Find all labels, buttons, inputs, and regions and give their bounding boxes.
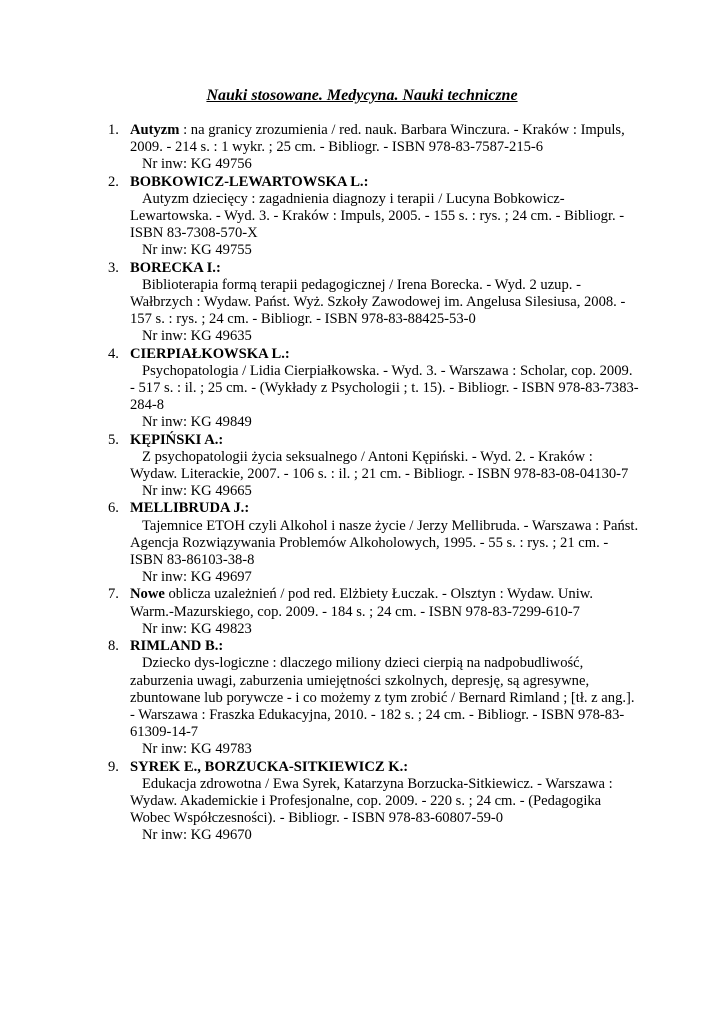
entry-author: RIMLAND B.:	[130, 638, 224, 655]
entry-author: BOBKOWICZ-LEWARTOWSKA L.:	[130, 173, 369, 190]
list-item	[108, 346, 640, 432]
entry-description: : na granicy zrozumienia / red. nauk. Barbara Winczura. - Kraków : Impuls, 2009. - 214 s. : 1 wykr. ; 25 cm. - Bibliogr. - ISBN 978-83-7587-215-6	[130, 122, 625, 156]
entry-lead-word: Autyzm	[130, 122, 180, 138]
entry-description: Edukacja zdrowotna / Ewa Syrek, Katarzyna Borzucka-Sitkiewicz. - Warszawa : Wydaw. Akademickie i Profesjonalne, cop. 2009. - 220 s. ; 24 cm. - (Pedagogika Wobec Współczesności). - Bibliogr. - ISBN 978-83-60807-59-0	[130, 775, 613, 827]
entry-number: 7.	[108, 586, 119, 603]
entry-number: 9.	[108, 758, 119, 775]
entry-number: 1.	[108, 122, 119, 138]
page-title: Nauki stosowane. Medycyna. Nauki techniczne	[206, 87, 518, 104]
bibliography-list	[108, 122, 640, 845]
list-item	[108, 174, 640, 260]
entry-author: KĘPIŃSKI A.:	[130, 431, 224, 448]
entry-description: Dziecko dys-logiczne : dlaczego miliony dzieci cierpią na nadpobudliwość, zaburzenia uwagi, zaburzenia umiejętności szkolnych, depresję, są agresywne, zbuntowane lub porywcze - i co możemy z tym zrobić / Bernard Rimland ; [tł. z ang.]. - Warszawa : Fraszka Edukacyjna, 2010. - 182 s. ; 24 cm. - Bibliogr. - ISBN 978-83-61309-14-7	[130, 655, 635, 741]
entry-number: 6.	[108, 500, 119, 517]
entry-number: 5.	[108, 431, 119, 448]
entry-author: CIERPIAŁKOWSKA L.:	[130, 345, 290, 362]
entry-lead-word: Nowe	[130, 586, 165, 603]
list-item	[108, 500, 640, 586]
list-item	[108, 586, 640, 638]
entry-inventory-number: Nr inw: KG 49670	[142, 827, 252, 844]
entry-author: SYREK E., BORZUCKA-SITKIEWICZ K.:	[130, 758, 409, 775]
entry-inventory-number: Nr inw: KG 49756	[142, 156, 252, 173]
entry-description: Z psychopatologii życia seksualnego / Antoni Kępiński. - Wyd. 2. - Kraków : Wydaw. Literackie, 2007. - 106 s. : il. ; 21 cm. - Bibliogr. - ISBN 978-83-08-04130-7	[130, 448, 629, 483]
entry-description: Autyzm dziecięcy : zagadnienia diagnozy i terapii / Lucyna Bobkowicz-Lewartowska. - Wyd. 3. - Kraków : Impuls, 2005. - 155 s. : rys. ; 24 cm. - Bibliogr. - ISBN 83-7308-570-X	[130, 190, 625, 242]
entry-inventory-number: Nr inw: KG 49755	[142, 242, 252, 259]
entry-inventory-number: Nr inw: KG 49665	[142, 483, 252, 500]
entry-inventory-number: Nr inw: KG 49783	[142, 741, 252, 758]
entry-inventory-number: Nr inw: KG 49697	[142, 569, 252, 586]
entry-number: 3.	[108, 259, 119, 276]
entry-description: Biblioterapia formą terapii pedagogicznej / Irena Borecka. - Wyd. 2 uzup. - Wałbrzych : Wydaw. Państ. Wyż. Szkoły Zawodowej im. Angelusa Silesiusa, 2008. - 157 s. : rys. ; 24 cm. - Bibliogr. - ISBN 978-83-88425-53-0	[130, 276, 626, 328]
entry-number: 2.	[108, 173, 119, 190]
entry-inventory-number: Nr inw: KG 49635	[142, 328, 252, 345]
entry-description: oblicza uzależnień / pod red. Elżbiety Łuczak. - Olsztyn : Wydaw. Uniw. Warm.-Mazurskiego, cop. 2009. - 184 s. ; 24 cm. - ISBN 978-83-7299-610-7	[130, 586, 593, 620]
list-item	[108, 122, 640, 174]
entry-inventory-number: Nr inw: KG 49823	[142, 620, 252, 637]
entry-author: MELLIBRUDA J.:	[130, 500, 250, 517]
list-item	[108, 260, 640, 346]
list-item	[108, 759, 640, 845]
list-item	[108, 432, 640, 501]
entry-inventory-number: Nr inw: KG 49849	[142, 414, 252, 431]
entry-author: BORECKA I.:	[130, 259, 221, 276]
entry-number: 8.	[108, 638, 119, 655]
entry-description: Psychopatologia / Lidia Cierpiałkowska. - Wyd. 3. - Warszawa : Scholar, cop. 2009. - 517 s. : il. ; 25 cm. - (Wykłady z Psychologii ; t. 15). - Bibliogr. - ISBN 978-83-7383-284-8	[130, 362, 639, 414]
list-item	[108, 638, 640, 758]
entry-description: Tajemnice ETOH czyli Alkohol i nasze życie / Jerzy Mellibruda. - Warszawa : Państ. Agencja Rozwiązywania Problemów Alkoholowych, 1995. - 55 s. : rys. ; 21 cm. - ISBN 83-86103-38-8	[130, 517, 639, 569]
entry-number: 4.	[108, 345, 119, 362]
